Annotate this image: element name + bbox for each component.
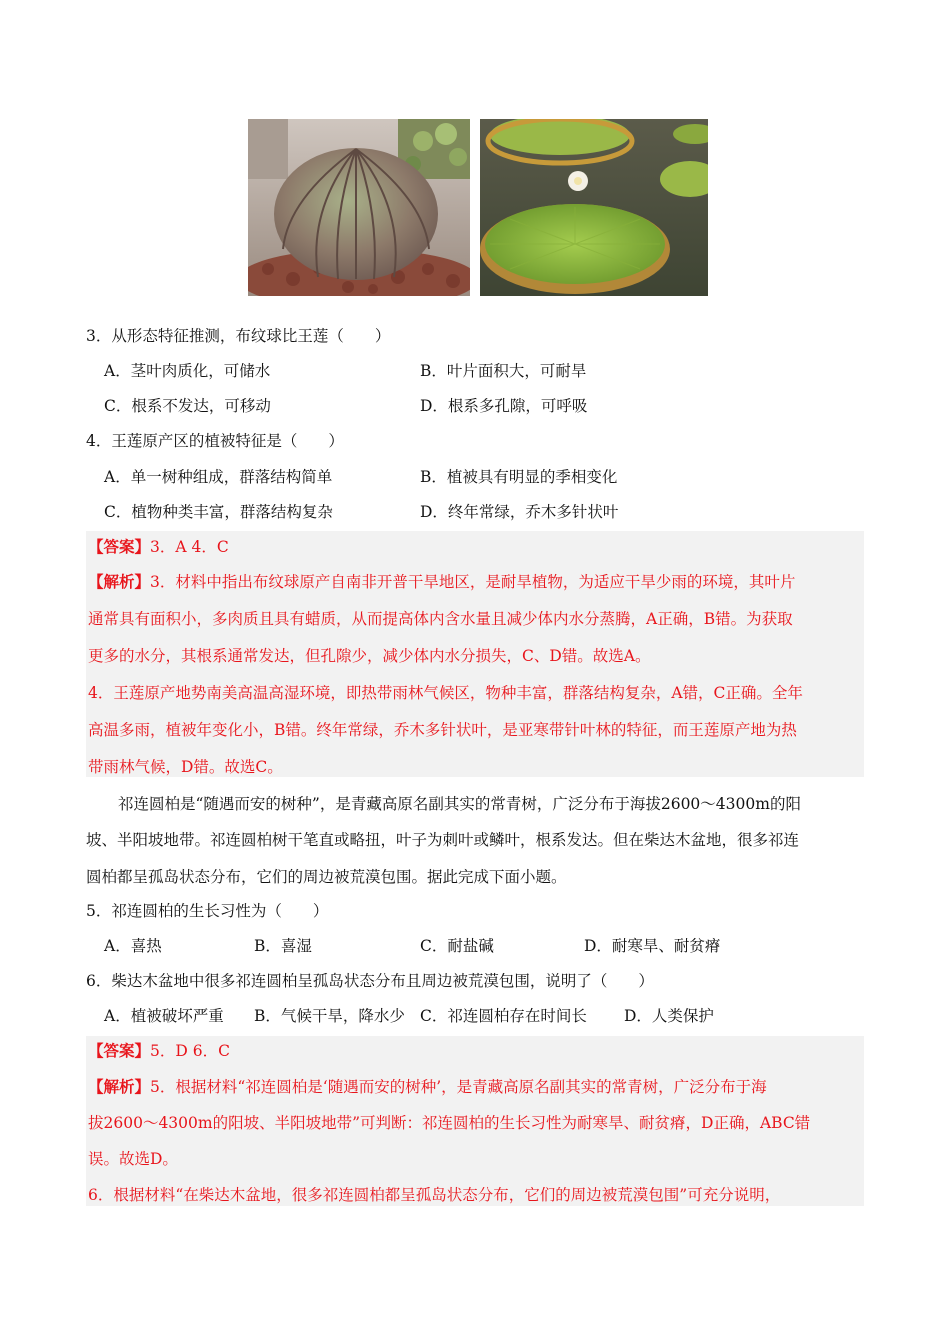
material-line-3: 圆柏都呈孤岛状态分布，它们的周边被荒漠包围。据此完成下面小题。 [86, 868, 567, 886]
answer-text-2: 5．D 6．C [150, 1042, 230, 1060]
q6-option-b: B．气候干旱，降水少 [254, 1007, 405, 1025]
analysis-1-line-2: 通常具有面积小，多肉质且具有蜡质，从而提高体内含水量且减少体内水分蒸腾，A正确，B错。为获取 [88, 610, 793, 628]
analysis-2-line-2: 拔2600～4300m的阳坡、半阳坡地带”可判断：祁连圆柏的生长习性为耐寒旱、耐贫瘠，D正确，ABC错 [88, 1114, 811, 1132]
answer-text-1: 3．A 4．C [150, 538, 229, 556]
analysis-2-line-1: 【解析】5．根据材料“祁连圆柏是‘随遇而安的树种’，是青藏高原名副其实的常青树，广泛分布于海 [88, 1077, 767, 1096]
q5-option-d: D．耐寒旱、耐贫瘠 [584, 937, 721, 955]
q3-option-b: B．叶片面积大，可耐旱 [420, 362, 587, 380]
material-line-1: 祁连圆柏是“随遇而安的树种”，是青藏高原名副其实的常青树，广泛分布于海拔2600～4300m的阳 [118, 795, 801, 813]
analysis-tag-1: 【解析】 [88, 572, 151, 591]
q5-option-c: C．耐盐碱 [420, 937, 494, 955]
analysis-1-line-6: 带雨林气候，D错。故选C。 [88, 758, 283, 776]
analysis-1-line-3: 更多的水分，其根系通常发达，但孔隙少，减少体内水分损失，C、D错。故选A。 [88, 647, 651, 665]
figure-photos [248, 119, 708, 296]
q5-stem: 5．祁连圆柏的生长习性为（ ） [86, 902, 329, 920]
cactus-photo [248, 119, 470, 296]
q4-option-b: B．植被具有明显的季相变化 [420, 468, 618, 486]
q6-stem: 6．柴达木盆地中很多祁连圆柏呈孤岛状态分布且周边被荒漠包围，说明了（ ） [86, 972, 654, 990]
answer-2 [88, 1040, 230, 1062]
answer-tag-1: 【答案】 [88, 537, 151, 556]
q3-option-a: A．茎叶肉质化，可储水 [104, 362, 271, 380]
q3-stem: 3．从形态特征推测，布纹球比王莲（ ） [86, 327, 391, 345]
q6-option-a: A．植被破坏严重 [104, 1007, 224, 1025]
answer-1 [88, 536, 229, 558]
q6-option-c: C．祁连圆柏存在时间长 [420, 1007, 587, 1025]
answer-tag-2: 【答案】 [88, 1041, 151, 1060]
material-line-2: 坡、半阳坡地带。祁连圆柏树干笔直或略扭，叶子为刺叶或鳞叶，根系发达。但在柴达木盆地，很多祁连 [86, 831, 800, 849]
q3-option-c: C．根系不发达，可移动 [104, 397, 271, 415]
water-lily-photo [480, 119, 708, 296]
q4-option-d: D．终年常绿，乔木多针状叶 [420, 503, 619, 521]
analysis-1-line-4: 4．王莲原产地势南美高温高湿环境，即热带雨林气候区，物种丰富，群落结构复杂，A错，C正确。全年 [88, 684, 803, 702]
analysis-1-line-1: 【解析】3．材料中指出布纹球原产自南非开普干旱地区，是耐旱植物，为适应干旱少雨的环境，其叶片 [88, 572, 796, 591]
q4-option-c: C．植物种类丰富，群落结构复杂 [104, 503, 333, 521]
q4-option-a: A．单一树种组成，群落结构简单 [104, 468, 333, 486]
analysis-tag-2: 【解析】 [88, 1077, 151, 1096]
q5-option-b: B．喜湿 [254, 937, 312, 955]
q3-option-d: D．根系多孔隙，可呼吸 [420, 397, 588, 415]
q5-option-a: A．喜热 [104, 937, 162, 955]
analysis-2-line-4: 6．根据材料“在柴达木盆地，很多祁连圆柏都呈孤岛状态分布，它们的周边被荒漠包围”可充分说明， [88, 1186, 781, 1204]
q4-stem: 4．王莲原产区的植被特征是（ ） [86, 432, 344, 450]
analysis-1-line-5: 高温多雨，植被年变化小，B错。终年常绿，乔木多针状叶，是亚寒带针叶林的特征，而王莲原产地为热 [88, 721, 797, 739]
analysis-2-line-3: 误。故选D。 [88, 1150, 178, 1168]
q6-option-d: D．人类保护 [624, 1007, 714, 1025]
